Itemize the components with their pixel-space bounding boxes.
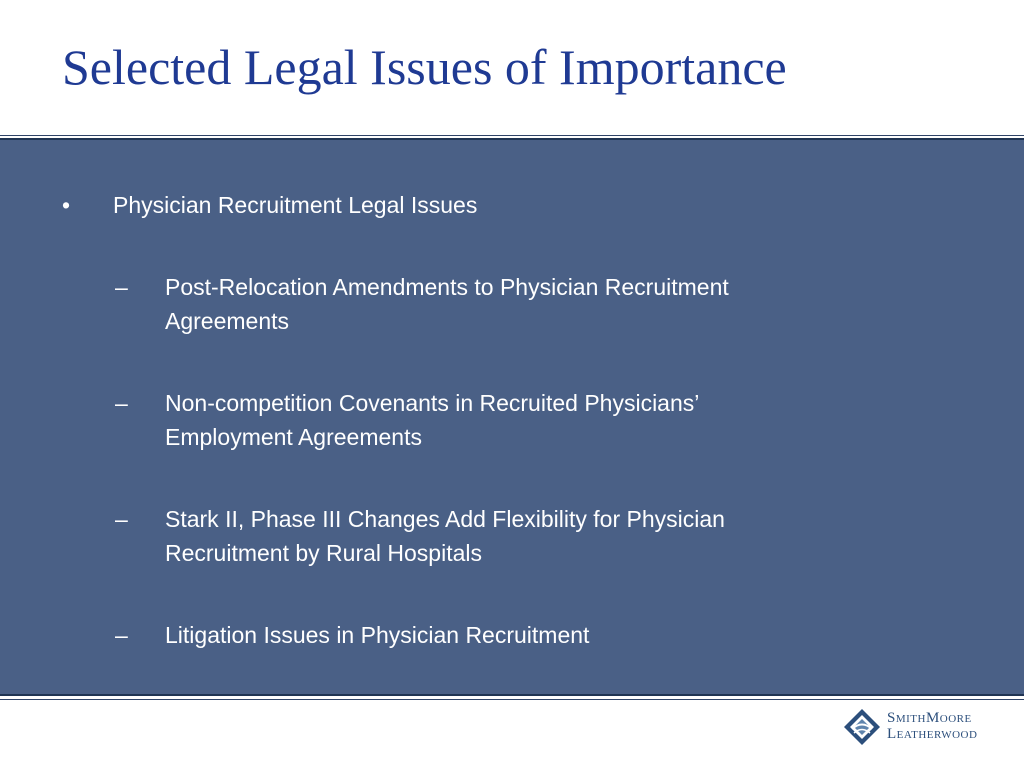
bullet-mark: • [62,192,71,218]
firm-logo [843,706,1013,748]
slide-content [0,140,1024,698]
logo-line-1: SmithMoore [887,710,972,726]
sub-item-4 [115,618,895,652]
bullet-item [62,188,477,222]
sub-item-line1: Litigation Issues in Physician Recruitment [165,622,590,648]
sub-item-line1: Post-Relocation Amendments to Physician Recruitment [165,274,729,300]
dash-mark: – [115,390,128,416]
sub-item-1 [115,270,895,338]
sub-item-text [165,618,895,652]
dash-mark: – [115,506,128,532]
diamond-logo-icon [843,708,881,746]
bottom-divider [0,699,1024,700]
sub-item-3 [115,502,895,570]
content-band [0,138,1024,696]
sub-item-line2: Recruitment by Rural Hospitals [165,540,483,566]
sub-item-line1: Non-competition Covenants in Recruited Physicians’ [165,390,700,416]
sub-item-line2: Employment Agreements [165,424,422,450]
logo-line-2: Leatherwood [887,726,978,742]
sub-item-line2: Agreements [165,308,290,334]
logo-wordmark [887,710,977,742]
sub-item-2 [115,386,895,454]
sub-item-text [165,502,895,570]
sub-item-line1: Stark II, Phase III Changes Add Flexibility for Physician [165,506,725,532]
sub-item-text [165,386,895,454]
dash-mark: – [115,274,128,300]
slide-title: Selected Legal Issues of Importance [62,39,787,95]
top-divider [0,135,1024,136]
sub-item-text [165,270,895,338]
dash-mark: – [115,622,128,648]
bullet-text: Physician Recruitment Legal Issues [113,192,478,218]
